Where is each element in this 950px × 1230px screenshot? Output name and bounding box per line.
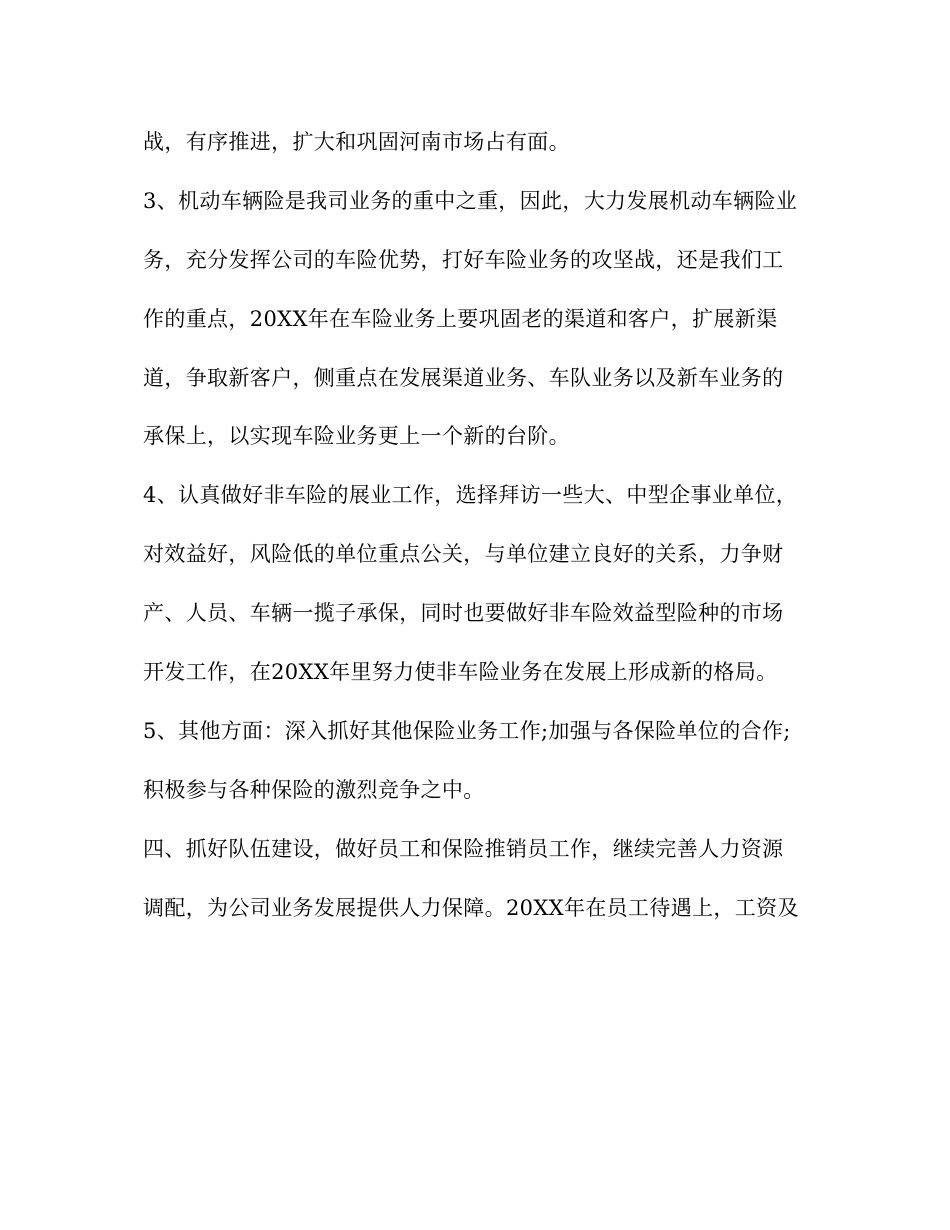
text-line-12: 积极参与各种保险的激烈竞争之中。 [143, 777, 485, 802]
text-line-13: 四、抓好队伍建设，做好员工和保险推销员工作，继续完善人力资源 [143, 836, 784, 861]
text-line-3: 务，充分发挥公司的车险优势，打好车险业务的攻坚战，还是我们工 [143, 247, 784, 272]
text-line-9: 产、人员、车辆一揽子承保，同时也要做好非车险效益型险种的市场 [143, 601, 784, 626]
text-line-10: 开发工作，在20XX年里努力使非车险业务在发展上形成新的格局。 [143, 660, 778, 685]
text-line-5: 道，争取新客户，侧重点在发展渠道业务、车队业务以及新车业务的 [143, 365, 784, 390]
text-line-8: 对效益好，风险低的单位重点公关，与单位建立良好的关系，力争财 [143, 542, 784, 567]
text-line-11: 5、其他方面：深入抓好其他保险业务工作;加强与各保险单位的合作; [143, 718, 791, 743]
text-line-2: 3、机动车辆险是我司业务的重中之重，因此，大力发展机动车辆险业 [143, 188, 798, 213]
text-line-7: 4、认真做好非车险的展业工作，选择拜访一些大、中型企事业单位， [143, 483, 798, 508]
document-body [143, 122, 823, 946]
text-line-1: 战，有序推进，扩大和巩固河南市场占有面。 [143, 130, 570, 154]
text-line-14: 调配，为公司业务发展提供人力保障。20XX年在员工待遇上，工资及 [143, 895, 799, 920]
text-line-4: 作的重点，20XX年在车险业务上要巩固老的渠道和客户，扩展新渠 [143, 306, 778, 331]
text-line-6: 承保上，以实现车险业务更上一个新的台阶。 [143, 424, 570, 449]
